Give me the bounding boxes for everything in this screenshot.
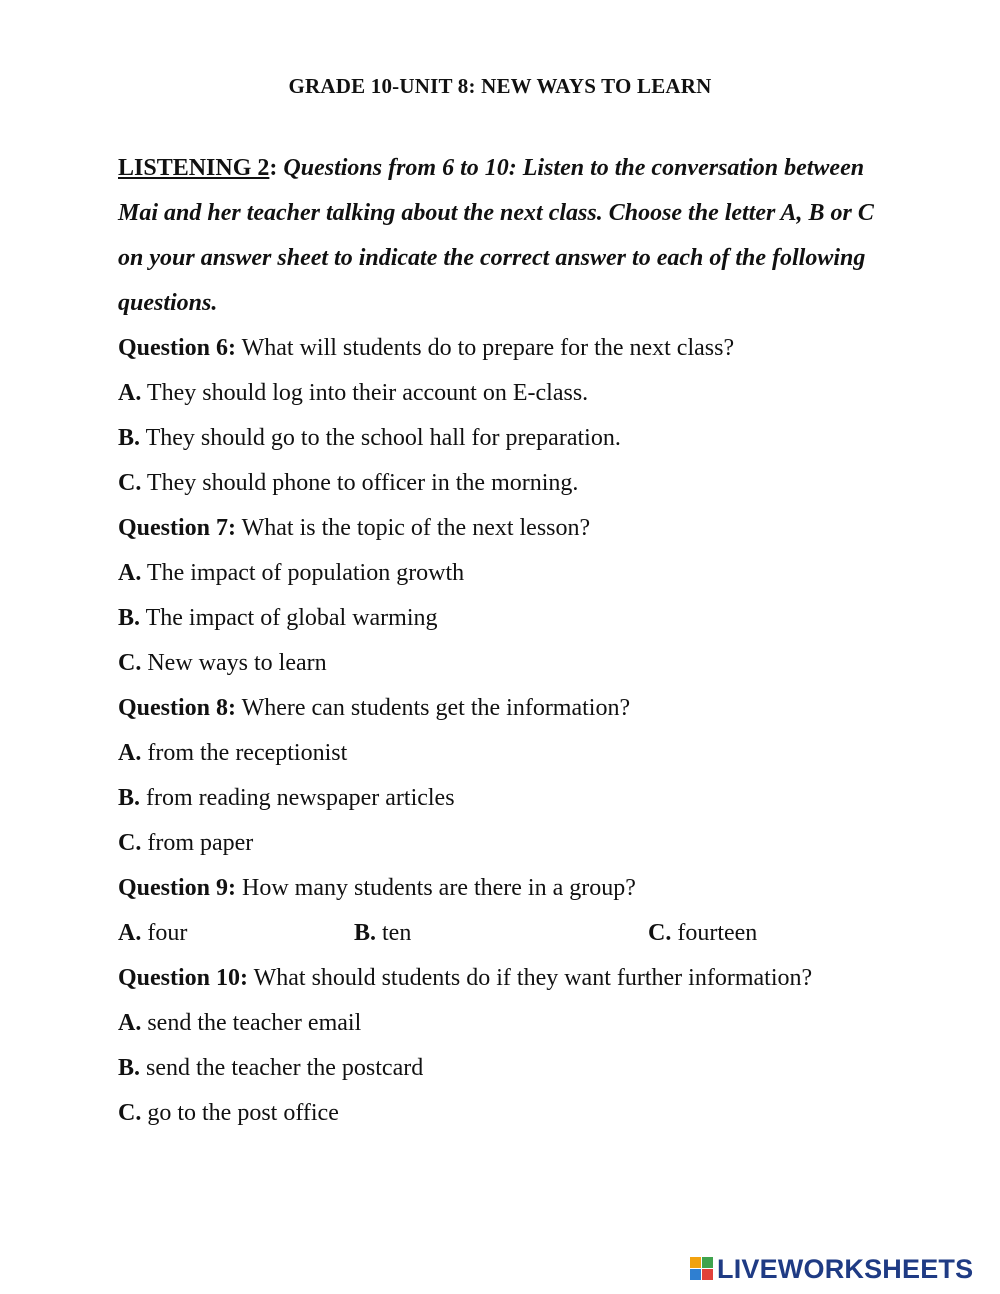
option-letter: B. — [118, 785, 141, 811]
option-text: New ways to learn — [147, 650, 327, 676]
option-letter: B. — [118, 605, 141, 631]
option-text: four — [147, 920, 188, 946]
question-text: Where can students get the information? — [241, 695, 631, 721]
option-10b[interactable] — [118, 1046, 898, 1091]
section-label: LISTENING 2 — [118, 155, 270, 181]
option-7a[interactable] — [118, 551, 898, 596]
question-label: Question 9: — [118, 875, 237, 901]
option-letter: A. — [118, 740, 142, 766]
question-7 — [118, 506, 898, 551]
option-9b[interactable] — [354, 911, 411, 956]
option-text: send the teacher email — [147, 1010, 362, 1036]
logo-square-green — [702, 1257, 713, 1268]
option-text: from reading newspaper articles — [146, 785, 455, 811]
worksheet-content — [118, 146, 898, 1136]
option-8b[interactable] — [118, 776, 898, 821]
question-label: Question 8: — [118, 695, 237, 721]
options-row-9 — [118, 911, 898, 956]
option-letter: B. — [118, 1055, 141, 1081]
option-text: They should log into their account on E-class. — [146, 380, 589, 406]
option-letter: C. — [118, 470, 142, 496]
option-letter: A. — [118, 1010, 142, 1036]
option-6c[interactable] — [118, 461, 898, 506]
option-letter: B. — [354, 920, 377, 946]
instructions-text: Questions from 6 to 10: Listen to the conversation between Mai and her teacher talking about the next class. Choose the letter A, B or C on your answer sheet to indicate the correct answer to each of the following questions. — [118, 155, 874, 316]
option-9c[interactable] — [648, 911, 757, 956]
option-text: The impact of population growth — [146, 560, 465, 586]
section-colon: : — [269, 155, 278, 181]
liveworksheets-logo[interactable] — [690, 1254, 973, 1284]
option-text: They should phone to officer in the morning. — [146, 470, 579, 496]
page-title: GRADE 10-UNIT 8: NEW WAYS TO LEARN — [288, 74, 712, 98]
question-8 — [118, 686, 898, 731]
option-text: ten — [382, 920, 412, 946]
option-letter: A. — [118, 560, 142, 586]
question-9 — [118, 866, 898, 911]
option-6b[interactable] — [118, 416, 898, 461]
option-7c[interactable] — [118, 641, 898, 686]
option-letter: C. — [118, 650, 142, 676]
question-label: Question 6: — [118, 335, 237, 361]
option-text: from the receptionist — [147, 740, 348, 766]
logo-square-blue — [690, 1269, 701, 1280]
option-text: They should go to the school hall for preparation. — [145, 425, 621, 451]
option-text: go to the post office — [147, 1100, 339, 1126]
option-9a[interactable] — [118, 911, 187, 956]
instructions-block — [118, 146, 898, 326]
logo-square-red — [702, 1269, 713, 1280]
option-text: from paper — [147, 830, 254, 856]
option-7b[interactable] — [118, 596, 898, 641]
option-8a[interactable] — [118, 731, 898, 776]
option-letter: C. — [648, 920, 672, 946]
option-text: send the teacher the postcard — [146, 1055, 424, 1081]
option-text: The impact of global warming — [145, 605, 438, 631]
question-text: What is the topic of the next lesson? — [241, 515, 591, 541]
question-label: Question 7: — [118, 515, 237, 541]
question-6 — [118, 326, 898, 371]
question-text: What will students do to prepare for the next class? — [241, 335, 735, 361]
option-text: fourteen — [677, 920, 758, 946]
option-letter: B. — [118, 425, 141, 451]
brand-name: LIVEWORKSHEETS — [717, 1253, 974, 1284]
option-letter: C. — [118, 1100, 142, 1126]
liveworksheets-logo-icon — [690, 1257, 714, 1281]
option-10c[interactable] — [118, 1091, 898, 1136]
question-10 — [118, 956, 898, 1001]
question-text: How many students are there in a group? — [242, 875, 636, 901]
option-6a[interactable] — [118, 371, 898, 416]
logo-square-yellow — [690, 1257, 701, 1268]
question-label: Question 10: — [118, 965, 249, 991]
option-letter: A. — [118, 380, 142, 406]
option-letter: C. — [118, 830, 142, 856]
option-10a[interactable] — [118, 1001, 898, 1046]
question-text: What should students do if they want further information? — [253, 965, 813, 991]
option-letter: A. — [118, 920, 142, 946]
option-8c[interactable] — [118, 821, 898, 866]
